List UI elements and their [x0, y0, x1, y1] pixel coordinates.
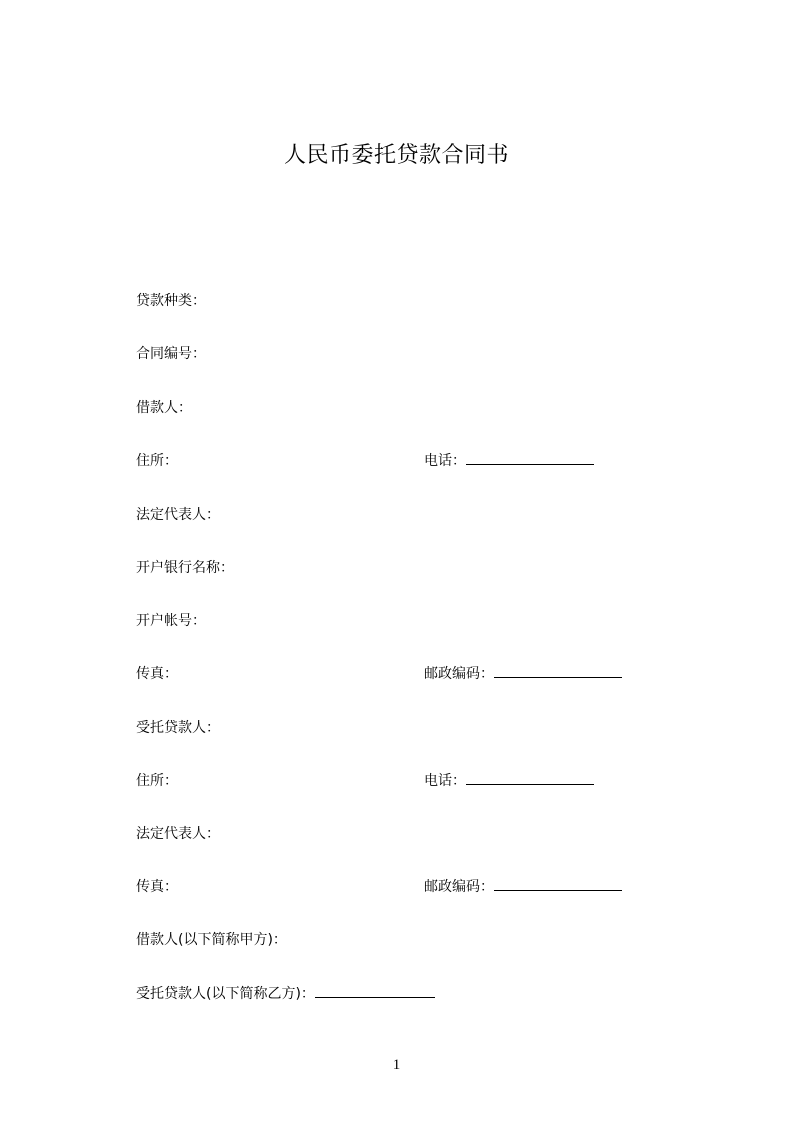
trustor-address-label: 住所：: [136, 773, 178, 789]
field-row-borrower-legal-rep: [136, 504, 676, 526]
party-b-field: [136, 983, 435, 1005]
borrower-legal-rep-label: 法定代表人：: [136, 507, 220, 523]
borrower-phone-label: 电话：: [424, 453, 466, 469]
trustor-postcode-blank-line: [494, 877, 622, 891]
field-row-borrower-address: [136, 450, 676, 472]
field-row-borrower-fax: [136, 663, 676, 685]
page-number: 1: [392, 1057, 401, 1073]
party-b-label: 受托贷款人(以下简称乙方)：: [136, 986, 315, 1002]
trustor-legal-rep-label: 法定代表人：: [136, 826, 220, 842]
document-title: 人民币委托贷款合同书: [283, 143, 509, 168]
field-row-account-no: [136, 610, 676, 632]
loan-type-label: 贷款种类：: [136, 293, 206, 309]
field-row-party-a: [136, 929, 676, 951]
trustor-label: 受托贷款人：: [136, 720, 220, 736]
borrower-fax-label: 传真：: [136, 666, 178, 682]
borrower-postcode-field: [424, 663, 622, 685]
borrower-phone-field: [424, 450, 594, 472]
field-row-borrower: [136, 397, 676, 419]
field-row-contract-no: [136, 343, 676, 365]
contract-no-label: 合同编号：: [136, 346, 206, 362]
field-row-trustor-legal-rep: [136, 823, 676, 845]
party-b-blank-line: [315, 984, 435, 998]
bank-name-label: 开户银行名称：: [136, 560, 234, 576]
field-row-trustor: [136, 717, 676, 739]
trustor-phone-label: 电话：: [424, 773, 466, 789]
party-a-label: 借款人(以下简称甲方)：: [136, 932, 287, 948]
field-row-trustor-fax: [136, 876, 676, 898]
trustor-phone-blank-line: [466, 771, 594, 785]
field-row-bank-name: [136, 557, 676, 579]
trustor-postcode-field: [424, 876, 622, 898]
borrower-address-label: 住所：: [136, 453, 178, 469]
borrower-postcode-blank-line: [494, 664, 622, 678]
trustor-fax-label: 传真：: [136, 879, 178, 895]
trustor-phone-field: [424, 770, 594, 792]
account-no-label: 开户帐号：: [136, 613, 206, 629]
field-row-loan-type: [136, 290, 676, 312]
field-row-party-b: [136, 983, 676, 1005]
field-row-trustor-address: [136, 770, 676, 792]
borrower-phone-blank-line: [466, 451, 594, 465]
trustor-postcode-label: 邮政编码：: [424, 879, 494, 895]
borrower-label: 借款人：: [136, 400, 192, 416]
borrower-postcode-label: 邮政编码：: [424, 666, 494, 682]
